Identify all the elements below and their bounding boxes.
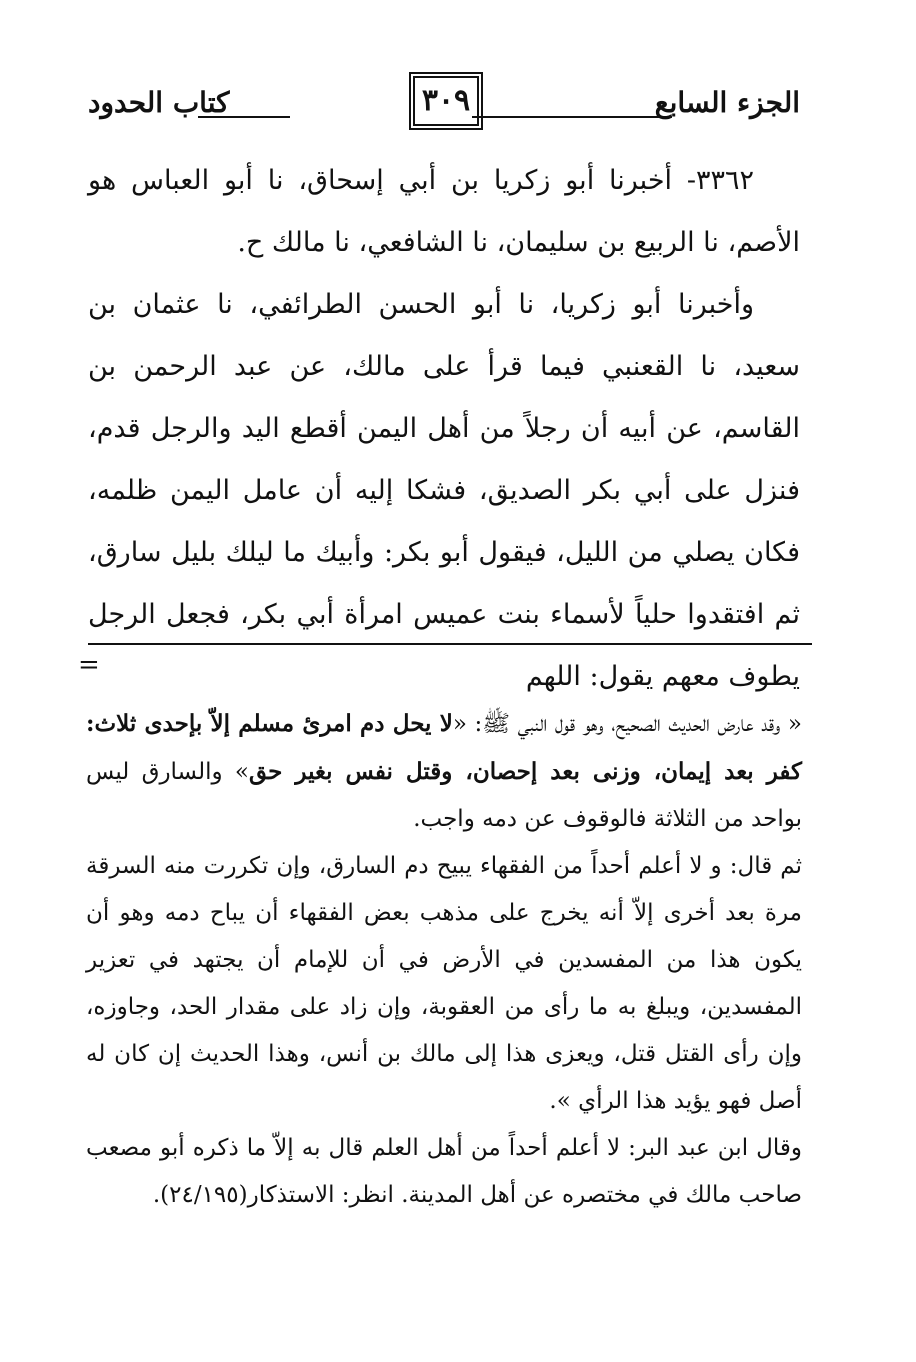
- footnote-divider: [88, 643, 812, 645]
- hadith-paragraph-2: وأخبرنا أبو زكريا، نا أبو الحسن الطرائفي، نا عثمان بن سعيد، نا القعنبي فيما قرأ على مالك، عن عبد الرحمن بن القاسم، عن أبيه أن رجلاً من أهل اليمن أقطع اليد والرجل قدم، فنزل على أبي بكر الصديق، فشكا إليه أن عامل اليمن ظلمه، فكان يصلي من الليل، فيقول أبو بكر: وأبيك ما ليلك بليل سارق، ثم افتقدوا حلياً لأسماء بنت عميس امرأة أبي بكر، فجعل الرجل يطوف معهم يقول: اللهم: [88, 289, 800, 692]
- footnote-paragraph-1: [86, 700, 802, 843]
- volume-label: الجزء السابع: [654, 86, 800, 119]
- footnote-section: [86, 700, 802, 1219]
- header-rule-right: [472, 116, 672, 118]
- hadith-paragraph-1: ٣٣٦٢- أخبرنا أبو زكريا بن أبي إسحاق، نا أبو العباس هو الأصم، نا الربيع بن سليمان، نا الشافعي، نا مالك ح.: [88, 165, 800, 258]
- footnote-paragraph-3: وقال ابن عبد البر: لا أعلم أحداً من أهل العلم قال به إلاّ ما ذكره أبو مصعب صاحب مالك في مختصره عن أهل المدينة. انظر: الاستذكار(٢٤/١٩٥).: [86, 1135, 802, 1208]
- main-text: [88, 150, 800, 708]
- book-title: كتاب الحدود: [88, 86, 230, 119]
- page-header: [78, 72, 800, 132]
- footnote-paragraph-2: ثم قال: و لا أعلم أحداً من الفقهاء يبيح دم السارق، وإن تكررت منه السرقة مرة بعد أخرى إلاّ أنه يخرج على مذهب بعض الفقهاء أن يباح دمه وهو أن يكون هذا من المفسدين في الأرض في أن للإمام أن يجتهد في تعزير المفسدين، ويبلغ به ما رأى من العقوبة، وإن زاد على مقدار الحد، وجاوزه، وإن رأى القتل قتل، ويعزى هذا إلى مالك بن أنس، وهذا الحديث إن كان له أصل فهو يؤيد هذا الرأي ».: [86, 853, 802, 1114]
- footnote-continuation: » والسارق ليس بواحد من الثلاثة فالوقوف عن دمه واجب.: [86, 759, 802, 832]
- footnote-intro: « وقد عارض الحديث الصحيح، وهو قول النبي ﷺ: «: [452, 711, 802, 737]
- page-number: ٣٠٩: [413, 76, 479, 126]
- footnote-hadith-quote: لا يحل دم امرئ مسلم إلاّ بإحدى ثلاث: كفر بعد إيمان، وزنى بعد إحصان، وقتل نفس بغير حق: [86, 710, 802, 785]
- footnote-continuation-mark: =: [78, 650, 100, 680]
